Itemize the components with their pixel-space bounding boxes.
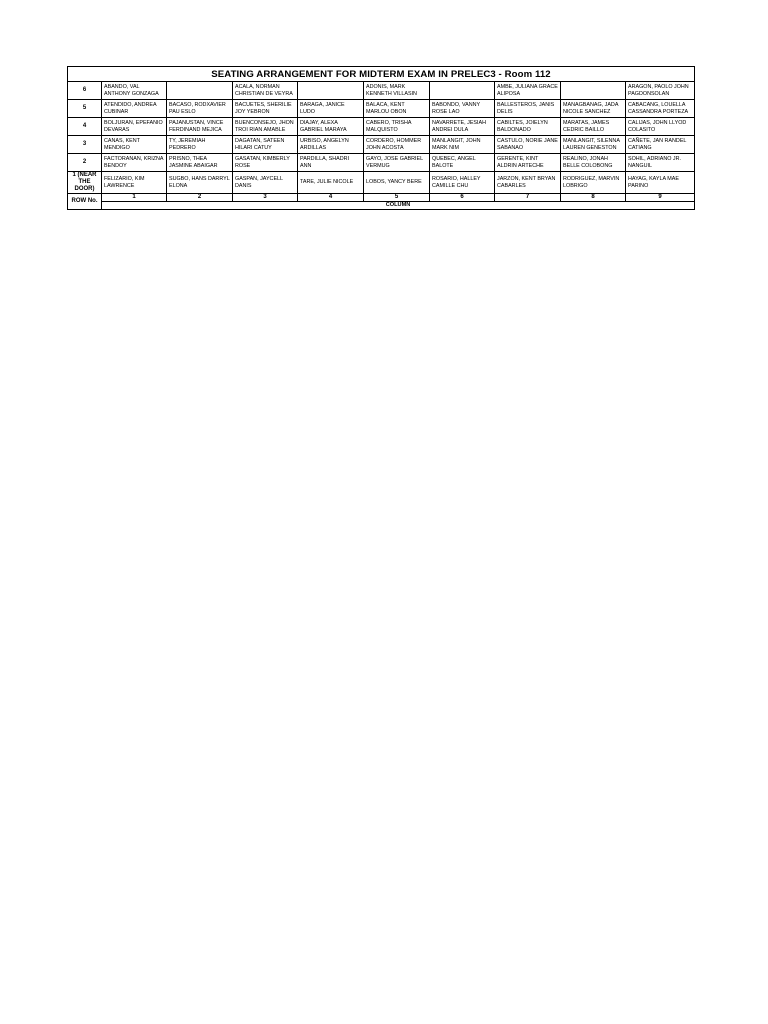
seat-cell: MARATAS, JAMES CEDRIC BAILLO xyxy=(561,118,626,136)
seat-cell: ATENDIDO, ANDREA CUBINAR xyxy=(102,100,167,118)
seat-row xyxy=(68,154,695,172)
seat-cell: GASPAN, JAYCELL DANIS xyxy=(233,172,298,194)
row-no-header: ROW No. xyxy=(68,194,102,210)
column-caption: COLUMN xyxy=(102,202,695,210)
seat-row xyxy=(68,172,695,194)
column-caption-row xyxy=(68,202,695,210)
seat-cell: BACASO, RODXAVIER PAU ESLO xyxy=(167,100,233,118)
column-number: 6 xyxy=(430,194,495,202)
seat-cell: FELIZARIO, KIM LAWRENCE xyxy=(102,172,167,194)
seat-cell: MANAGBANAG, JADA NICOLE SANCHEZ xyxy=(561,100,626,118)
seat-cell: CABERO, TRISHA MALQUISTO xyxy=(364,118,430,136)
seat-cell: JARZON, KENT BRYAN CABARLES xyxy=(495,172,561,194)
column-number: 4 xyxy=(298,194,364,202)
seat-cell: SUGBO, HANS DARRYL ELONA xyxy=(167,172,233,194)
seat-cell: SOHIL, ADRIANO JR. NANGUIL xyxy=(626,154,695,172)
seat-cell: PAJANUSTAN, VINCE FERDINAND MEJICA xyxy=(167,118,233,136)
seat-cell: REALINO, JONAH BELLE COLOBONG xyxy=(561,154,626,172)
seat-cell: DAGATAN, SATEEN HILARI CATUY xyxy=(233,136,298,154)
column-number: 2 xyxy=(167,194,233,202)
seat-cell: ARAGON, PAOLO JOHN PAGDONSOLAN xyxy=(626,82,695,100)
row-number-label: 1 (NEAR THE DOOR) xyxy=(68,172,102,194)
seat-cell: BALLESTEROS, JANIS DELIS xyxy=(495,100,561,118)
seat-cell: QUEBEC, ANGEL BALOTE xyxy=(430,154,495,172)
seat-cell: BUENCONSEJO, JHON TROI RIAN AMABLE xyxy=(233,118,298,136)
seat-cell: DIAJAY, ALEXA GABRIEL MARAYA xyxy=(298,118,364,136)
seat-cell xyxy=(561,82,626,100)
column-number: 5 xyxy=(364,194,430,202)
seat-cell: CORDERO, HOMMER JOHN ACOSTA xyxy=(364,136,430,154)
column-number: 1 xyxy=(102,194,167,202)
seat-cell: CABACANG, LOUELLA CASSANDRA PORTEZA xyxy=(626,100,695,118)
seat-cell: ADONIS, MARK KENNETH VILLASIN xyxy=(364,82,430,100)
column-number: 8 xyxy=(561,194,626,202)
seat-cell: BACUETES, SHERILIE JOY YEBRON xyxy=(233,100,298,118)
column-number: 9 xyxy=(626,194,695,202)
seat-cell: MANLANGIT, SILENNA LAUREN GENESTON xyxy=(561,136,626,154)
seat-cell: HAYAG, KAYLA MAE PARINO xyxy=(626,172,695,194)
seat-cell: GAYO, JOSE GABRIEL VERMUG xyxy=(364,154,430,172)
seat-cell: TY, JEREMIAH PEDRERO xyxy=(167,136,233,154)
seat-row xyxy=(68,82,695,100)
seat-cell: AMBE, JULIANA GRACE ALIPOSA xyxy=(495,82,561,100)
row-number-label: 6 xyxy=(68,82,102,100)
seat-cell: CANAS, KENT MENDIGO xyxy=(102,136,167,154)
seat-cell: RODRIGUEZ, MARVIN LOBRIGO xyxy=(561,172,626,194)
seat-cell: GASATAN, KIMBERLY ROSE xyxy=(233,154,298,172)
column-number: 7 xyxy=(495,194,561,202)
seat-cell xyxy=(298,82,364,100)
seat-row xyxy=(68,100,695,118)
seat-row xyxy=(68,136,695,154)
seating-table xyxy=(67,66,695,210)
seat-cell: CABILTES, JOIELYN BALDONADO xyxy=(495,118,561,136)
seat-cell: PARDILLA, SHADRI ANN xyxy=(298,154,364,172)
sheet-title: SEATING ARRANGEMENT FOR MIDTERM EXAM IN PRELEC3 - Room 112 xyxy=(68,67,695,82)
seat-cell: PRISNO, THEA JASMINE ABAIGAR xyxy=(167,154,233,172)
seat-cell: ABANDO, VAL ANTHONY GONZAGA xyxy=(102,82,167,100)
column-number: 3 xyxy=(233,194,298,202)
seat-cell: GERENTE, KINT ALDRIN ARTECHE xyxy=(495,154,561,172)
seat-cell: LOBOS, YANCY BERE xyxy=(364,172,430,194)
seat-cell: NAVARRETE, JESIAH ANDREI DULA xyxy=(430,118,495,136)
seat-cell: BOLJURAN, EPEFANIO DEVARAS xyxy=(102,118,167,136)
seat-cell: FACTORANAN, KRIZNA BENDOY xyxy=(102,154,167,172)
seat-cell: ACALA, NORMAN CHRISTIAN DE VEYRA xyxy=(233,82,298,100)
seat-cell xyxy=(167,82,233,100)
row-number-label: 5 xyxy=(68,100,102,118)
row-number-label: 4 xyxy=(68,118,102,136)
seat-cell: ROSARIO, HALLEY CAMILLE CHU xyxy=(430,172,495,194)
title-row xyxy=(68,67,695,82)
seat-cell: CASTULO, NORIE JANE SABANAO xyxy=(495,136,561,154)
seat-cell: MANLANGIT, JOHN MARK NIM xyxy=(430,136,495,154)
seat-cell: BALACA, KENT MARLOU OBON xyxy=(364,100,430,118)
seat-cell: TARE, JULIE NICOLE xyxy=(298,172,364,194)
seat-row xyxy=(68,118,695,136)
row-number-label: 2 xyxy=(68,154,102,172)
seat-cell: BABONDO, VANNY ROSE LAO xyxy=(430,100,495,118)
column-number-row xyxy=(68,194,695,202)
seat-cell: CAÑETE, JAN RANDEL CATIANG xyxy=(626,136,695,154)
seat-cell: CALIJAS, JOHN LLYOD COLASITO xyxy=(626,118,695,136)
seat-cell xyxy=(430,82,495,100)
row-number-label: 3 xyxy=(68,136,102,154)
seat-cell: URBISO, ANGELYN ARDILLAS xyxy=(298,136,364,154)
seat-cell: BARAGA, JANICE LUDO xyxy=(298,100,364,118)
